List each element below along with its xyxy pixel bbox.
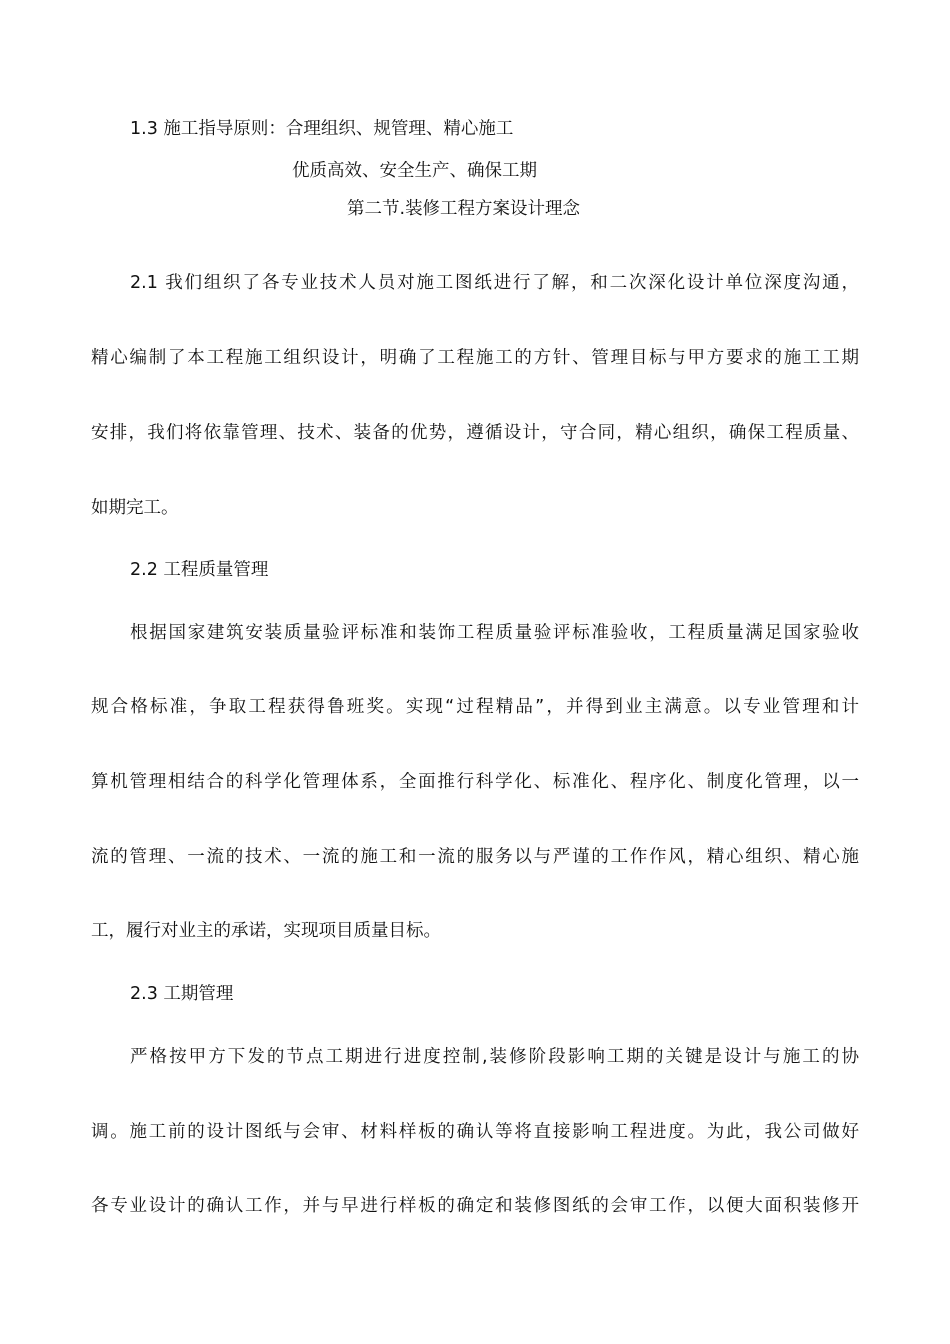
paragraph-2-3-line: 严格按甲方下发的节点工期进行进度控制,装修阶段影响工期的关键是设计与施工的协 [130, 1047, 859, 1067]
paragraph-2-2-line: 工，履行对业主的承诺，实现项目质量目标。 [91, 921, 441, 941]
paragraph-2-1-line: 2.1 我们组织了各专业技术人员对施工图纸进行了解，和二次深化设计单位深度沟通， [130, 273, 859, 293]
paragraph-2-2-line: 流的管理、一流的技术、一流的施工和一流的服务以与严谨的工作作风，精心组织、精心施 [91, 847, 859, 867]
heading-2-3: 2.3 工期管理 [130, 984, 234, 1004]
paragraph-2-2-line: 算机管理相结合的科学化管理体系，全面推行科学化、标准化、程序化、制度化管理，以一 [91, 772, 859, 792]
section-title: 第二节.装修工程方案设计理念 [347, 199, 581, 219]
paragraph-2-3-line: 调。施工前的设计图纸与会审、材料样板的确认等将直接影响工程进度。为此，我公司做好 [91, 1122, 859, 1142]
paragraph-2-2-line: 根据国家建筑安装质量验评标准和装饰工程质量验评标准验收，工程质量满足国家验收 [130, 623, 859, 643]
paragraph-2-3-line: 各专业设计的确认工作，并与早进行样板的确定和装修图纸的会审工作，以便大面积装修开 [91, 1196, 859, 1216]
heading-2-2: 2.2 工程质量管理 [130, 560, 269, 580]
principle-line-1: 1.3 施工指导原则：合理组织、规管理、精心施工 [130, 119, 514, 139]
principle-line-2: 优质高效、安全生产、确保工期 [292, 161, 537, 181]
paragraph-2-1-line: 如期完工。 [91, 498, 179, 518]
paragraph-2-1-line: 精心编制了本工程施工组织设计，明确了工程施工的方针、管理目标与甲方要求的施工工期 [91, 348, 859, 368]
paragraph-2-1-line: 安排，我们将依靠管理、技术、装备的优势，遵循设计，守合同，精心组织，确保工程质量、 [91, 423, 859, 443]
paragraph-2-2-line: 规合格标准，争取工程获得鲁班奖。实现“过程精品”，并得到业主满意。以专业管理和计 [91, 697, 859, 717]
